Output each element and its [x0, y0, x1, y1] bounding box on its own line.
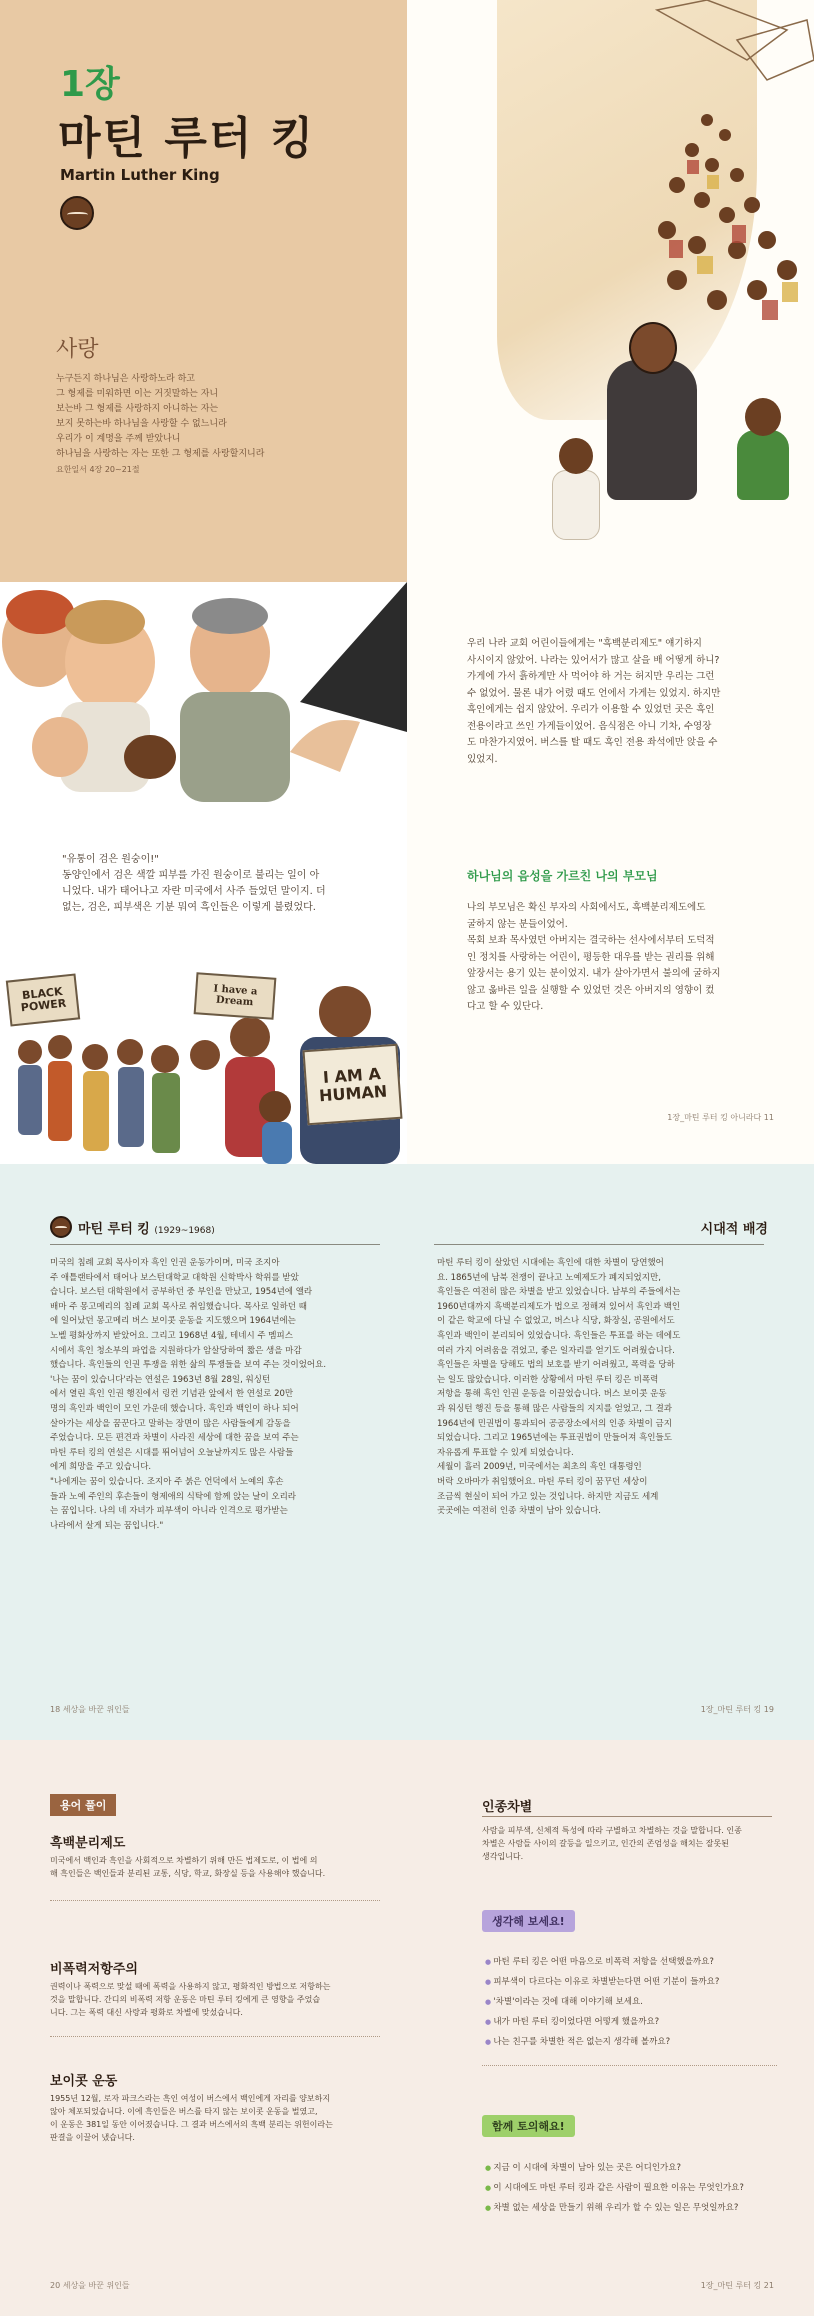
term-title: 흑백분리제도 — [50, 1836, 126, 1851]
verse-line: 우리가 이 계명을 주께 받았나니 — [56, 434, 181, 444]
text-line: 시에서 흑인 청소부의 파업을 지원하다가 암살당하여 짧은 생을 마감 — [50, 1345, 302, 1356]
chapter-title: 마틴 루터 킹 — [58, 113, 316, 164]
chapter-name-english: Martin Luther King — [60, 166, 220, 184]
text-line: 마틴 루터 킹이 살았던 시대에는 흑인에 대한 차별이 당연했어 — [437, 1258, 664, 1268]
caption-line: 동양인에서 검은 색깔 피부를 가진 원숭이로 불리는 일이 아 — [62, 870, 320, 881]
verse-line: 하나님을 사랑하는 자는 또한 그 형제를 사랑할지니라 — [56, 449, 265, 459]
text-line: 나라에서 살게 되는 꿈입니다." — [50, 1520, 164, 1531]
text-line: 목회 보좌 목사였던 아버지는 결국하는 선사에서부터 도덕적 — [467, 935, 715, 946]
text-line: 살아가는 세상을 꿈꾼다고 말하는 장면이 많은 사람들에게 감동을 — [50, 1418, 291, 1429]
biography-spread — [0, 1164, 814, 1740]
text-line: 버락 오바마가 취임했어요. 마틴 루터 킹이 꿈꾸던 세상이 — [437, 1476, 648, 1487]
text-line: 1960년대까지 흑백분리제도가 법으로 정해져 있어서 흑인과 백인 — [437, 1301, 681, 1312]
text-line: 미국의 침례 교회 목사이자 흑인 인권 운동가이며, 미국 조지아 — [50, 1258, 280, 1268]
text-line: 했습니다. 흑인들의 인권 투쟁을 위한 삶의 투쟁들을 보여 주는 것이었어요. — [50, 1360, 327, 1371]
question-item: ● 차별 없는 세상을 만들기 위해 우리가 할 수 있는 일은 무엇일까요? — [485, 2198, 785, 2218]
king-portrait-icon — [60, 196, 94, 230]
black-power-sign: BLACK POWER — [6, 973, 80, 1026]
text-line: 생각입니다. — [482, 1852, 524, 1861]
question-item: ● 지금 이 시대에 차별이 남아 있는 곳은 어디인가요? — [485, 2158, 785, 2178]
text-line: 는 일도 많았습니다. 이러한 상황에서 마틴 루터 킹은 비폭력 — [437, 1374, 659, 1385]
king-portrait-icon — [50, 1216, 72, 1238]
i-am-a-human-sign: I AM A HUMAN — [302, 1044, 402, 1125]
text-line: 노벨 평화상까지 받았어요. 그리고 1968년 4월, 테네시 주 멤피스 — [50, 1330, 293, 1341]
divider — [50, 2036, 380, 2037]
text-line: 명의 흑인과 백인이 모인 가운데 했습니다. 흑인과 백인이 하나 되어 — [50, 1403, 299, 1414]
question-item: ● '차별'이라는 것에 대해 이야기해 보세요. — [485, 1992, 785, 2012]
text-line: '나는 꿈이 있습니다'라는 연설은 1963년 8월 28일, 워싱턴 — [50, 1374, 271, 1385]
verse-line: 보는바 그 형제를 사랑하지 아니하는 자는 — [56, 404, 219, 414]
text-line: 마틴 루터 킹의 연설은 시대를 뛰어넘어 오늘날까지도 많은 사람들 — [50, 1447, 294, 1458]
text-line: 과 워싱턴 행진 등을 통해 많은 사람들의 지지를 얻었고, 그 결과 — [437, 1403, 672, 1414]
text-line: 사람을 피부색, 신체적 특성에 따라 구별하고 차별하는 것을 말합니다. 인종 — [482, 1826, 742, 1835]
verse-line: 누구든지 하나님은 사랑하노라 하고 — [56, 374, 195, 384]
i-have-a-dream-sign: I have a Dream — [194, 972, 277, 1019]
caption-line: "유통이 검은 원숭이!" — [62, 854, 159, 865]
text-line: 흑인들은 차별을 당해도 법의 보호를 받기 어려웠고, 폭력을 당하 — [437, 1360, 675, 1371]
text-line: 여러 가지 어려움을 겪었고, 좋은 일자리를 얻기도 어려웠습니다. — [437, 1345, 675, 1356]
story-paragraph — [467, 636, 767, 768]
text-line: 굴하지 않는 분들이었어. — [467, 918, 568, 930]
text-line: 니다. 그는 폭력 대신 사랑과 평화로 차별에 맞섰습니다. — [50, 2008, 243, 2017]
caption-line: 없는, 검은, 피부색은 기분 뭐여 흑인들은 이렇게 불렸었다. — [62, 902, 316, 913]
term-title: 비폭력저항주의 — [50, 1962, 138, 1977]
person-name: 마틴 루터 킹 — [78, 1222, 150, 1237]
text-line: 것을 말합니다. 간디의 비폭력 저항 운동은 마틴 루터 킹에게 큰 영향을 주었습 — [50, 1995, 321, 2004]
text-line: 되었습니다. 그리고 1965년에는 투표권법이 만들어져 흑인들도 — [437, 1433, 672, 1444]
verse-line: 보지 못하는바 하나님을 사랑할 수 없느니라 — [56, 419, 227, 429]
question-item: ● 나는 친구를 차별한 적은 없는지 생각해 볼까요? — [485, 2032, 785, 2052]
title-rule — [50, 1244, 380, 1245]
text-line: 1964년에 민권법이 통과되어 공공장소에서의 인종 차별이 금지 — [437, 1418, 672, 1429]
caption-line: 니었다. 내가 태어나고 자란 미국에서 사주 들었던 말이지. 더 — [62, 886, 326, 897]
biography-page — [0, 1164, 407, 1740]
term-text — [50, 1854, 380, 1880]
background-heading: 시대적 배경 — [700, 1222, 768, 1237]
text-line: 나의 부모님은 확신 부자의 사회에서도, 흑백분리제도에도 — [467, 902, 706, 913]
text-line: 흑인들은 여전히 많은 차별을 받고 있었습니다. 남부의 주들에서는 — [437, 1287, 681, 1298]
angry-mob-illustration — [0, 582, 407, 822]
term-title: 보이콧 운동 — [50, 2074, 118, 2089]
page-folio: 1장_마틴 루터 킹 아니라다 11 — [667, 1113, 774, 1122]
story-caption — [62, 852, 362, 916]
text-line: 배마 주 몽고메리의 침례 교회 목사로 취임했습니다. 목사로 일하던 때 — [50, 1301, 307, 1312]
text-line: 주었습니다. 모든 편견과 차별이 사라진 세상에 대한 꿈을 보여 주는 — [50, 1433, 299, 1444]
king-figure — [607, 360, 697, 500]
love-title: 사랑 — [56, 337, 99, 362]
verse-source: 요한일서 4장 20~21절 — [56, 465, 140, 474]
text-line: 요. 1865년에 남북 전쟁이 끝나고 노예제도가 폐지되었지만, — [437, 1272, 661, 1283]
glossary-page — [0, 1740, 407, 2316]
text-line: 않고 옳바른 일을 실행할 수 있었던 것은 아버지의 영향이 컸 — [467, 984, 715, 996]
text-line: 권력이나 폭력으로 맞설 때에 폭력을 사용하지 않고, 평화적인 방법으로 저항하는 — [50, 1982, 331, 1991]
text-line: "나에게는 꿈이 있습니다. 조지아 주 붉은 언덕에서 노예의 후손 — [50, 1476, 284, 1487]
question-item: ● 마틴 루터 킹은 어떤 마음으로 비폭력 저항을 선택했을까요? — [485, 1952, 785, 1972]
title-rule — [434, 1244, 764, 1245]
glossary-spread — [0, 1740, 814, 2316]
girl-head — [745, 398, 781, 436]
term-text — [482, 1824, 777, 1863]
boy-figure — [552, 470, 600, 540]
text-line: 세월이 흘러 2009년, 미국에서는 최초의 흑인 대통령인 — [437, 1462, 642, 1473]
term-text — [50, 2092, 380, 2144]
text-line: 수 없었어. 물론 내가 어렸 때도 언에서 가게는 있었지. 하지만 — [467, 687, 721, 699]
background-text — [437, 1256, 767, 1519]
text-line: 다고 할 수 있단다. — [467, 1001, 544, 1012]
text-line: 있었지. — [467, 753, 498, 765]
divider — [50, 1900, 380, 1901]
background-page — [407, 1164, 814, 1740]
biography-title — [78, 1218, 215, 1237]
text-line: 해 흑인들은 백인들과 분리된 교통, 식당, 학교, 화장실 등을 사용해야 했습니다. — [50, 1869, 326, 1878]
text-line: 들과 노예 주인의 후손들이 형제애의 식탁에 함께 앉는 날이 오리라 — [50, 1491, 297, 1502]
text-line: 전용이라고 쓰인 가게들이었어. 음식점은 아니 기차, 수영장 — [467, 720, 712, 732]
chapter-number: 1장 — [60, 64, 120, 105]
text-line: 흑인과 백인이 분리되어 있었습니다. 흑인들은 투표를 하는 데에도 — [437, 1330, 681, 1341]
section-heading: 하나님의 음성을 가르친 나의 부모님 — [467, 869, 658, 883]
story-right-page — [407, 582, 814, 1164]
page-folio: 1장_마틴 루터 킹 19 — [700, 1705, 774, 1714]
discuss-question-list — [485, 2158, 785, 2218]
text-line: 판결을 이끌어 냈습니다. — [50, 2133, 135, 2142]
glossary-tag: 용어 풀이 — [50, 1794, 116, 1816]
question-item: ● 이 시대에도 마틴 루터 킹과 같은 사람이 필요한 이유는 무엇인가요? — [485, 2178, 785, 2198]
text-line: 1955년 12월, 로자 파크스라는 흑인 여성이 버스에서 백인에게 자리를 양보하지 — [50, 2094, 331, 2103]
march-illustration-page — [407, 0, 814, 582]
think-question-list — [485, 1952, 785, 2052]
question-item: ● 내가 마틴 루터 킹이었다면 어떻게 했을까요? — [485, 2012, 785, 2032]
text-line: 인 정치를 사랑하는 어린이, 평등한 대우를 받는 권리를 위해 — [467, 951, 715, 963]
story-paragraph — [467, 900, 767, 1016]
life-years: (1929~1968) — [154, 1226, 215, 1236]
text-line: 주 애틀랜타에서 태어나 보스턴대학교 대학원 신학박사 학위를 받았 — [50, 1272, 299, 1283]
text-line: 이 같은 학교에 다닐 수 없었고, 버스나 식당, 화장실, 공원에서도 — [437, 1316, 675, 1327]
text-line: 에서 열린 흑인 인권 행진에서 링컨 기념관 앞에서 한 연설로 20만 — [50, 1389, 294, 1400]
text-line: 차별은 사람들 사이의 갈등을 일으키고, 인간의 존엄성을 해치는 잘못된 — [482, 1839, 729, 1848]
think-tag: 생각해 보세요! — [482, 1910, 575, 1932]
text-line: 에 일어났던 몽고메리 버스 보이콧 운동을 지도했으며 1964년에는 — [50, 1316, 296, 1327]
page-folio: 18 세상을 바꾼 위인들 — [50, 1705, 130, 1714]
text-line: 자유롭게 투표할 수 있게 되었습니다. — [437, 1447, 574, 1458]
king-head — [629, 322, 677, 374]
page-folio: 1장_마틴 루터 킹 21 — [700, 2281, 774, 2290]
discussion-page — [407, 1740, 814, 2316]
text-line: 우리 나라 교회 어린이들에게는 "흑백분리제도" 얘기하지 — [467, 638, 702, 649]
chapter-title-page — [0, 0, 407, 582]
text-line: 흑인에게는 쉽지 않았어. 우리가 이용할 수 있었던 곳은 흑인 — [467, 704, 715, 715]
text-line: 에게 희망을 주고 있습니다. — [50, 1462, 152, 1473]
story-spread — [0, 582, 814, 1164]
term-text — [50, 1980, 380, 2019]
verse-line: 그 형제를 미워하면 이는 거짓말하는 자니 — [56, 389, 219, 399]
text-line: 사시이지 않았어. 나라는 있어서가 많고 살을 배 어떻게 하니? — [467, 654, 720, 666]
text-line: 않아 체포되었습니다. 이에 흑인들은 버스를 타지 않는 보이콧 운동을 벌였고, — [50, 2107, 318, 2116]
text-line: 가게에 가서 흙하게만 사 먹어야 하 거는 허지만 우리는 그런 — [467, 671, 715, 682]
text-line: 는 꿈입니다. 나의 네 자녀가 피부색이 아니라 인격으로 평가받는 — [50, 1506, 288, 1517]
text-line: 이 운동은 381일 동안 이어졌습니다. 그 결과 버스에서의 흑백 분리는 위헌이라는 — [50, 2120, 333, 2129]
bible-verse — [56, 372, 356, 477]
chapter-opening-spread — [0, 0, 814, 582]
divider — [482, 2065, 777, 2066]
text-line: 저항을 통해 흑인 인권 운동을 이끌었습니다. 버스 보이콧 운동 — [437, 1389, 667, 1400]
discuss-tag: 함께 토의해요! — [482, 2115, 575, 2137]
biography-text — [50, 1256, 380, 1533]
text-line: 도 마찬가지였어. 버스를 탈 때도 흑인 전용 좌석에만 앉을 수 — [467, 737, 718, 748]
text-line: 미국에서 백인과 흑인을 사회적으로 차별하기 위해 만든 법제도로, 이 법에 의 — [50, 1856, 318, 1865]
girl-figure — [737, 430, 789, 500]
boy-head — [559, 438, 593, 474]
text-line: 곳곳에는 여전히 인종 차별이 남아 있습니다. — [437, 1506, 602, 1517]
text-line: 앞장서는 용기 있는 분이었지. 내가 살아가면서 불의에 굴하지 — [467, 968, 721, 979]
text-line: 습니다. 보스턴 대학원에서 공부하던 중 부인을 만났고, 1954년에 앨라 — [50, 1287, 313, 1298]
text-line: 조금씩 현실이 되어 가고 있는 것입니다. 하지만 지금도 세계 — [437, 1491, 659, 1502]
title-rule — [482, 1816, 772, 1817]
term-title: 인종차별 — [482, 1800, 533, 1815]
story-left-page — [0, 582, 407, 1164]
page-folio: 20 세상을 바꾼 위인들 — [50, 2281, 130, 2290]
protest-illustration — [0, 967, 407, 1164]
question-item: ● 피부색이 다르다는 이유로 차별받는다면 어떤 기분이 들까요? — [485, 1972, 785, 1992]
